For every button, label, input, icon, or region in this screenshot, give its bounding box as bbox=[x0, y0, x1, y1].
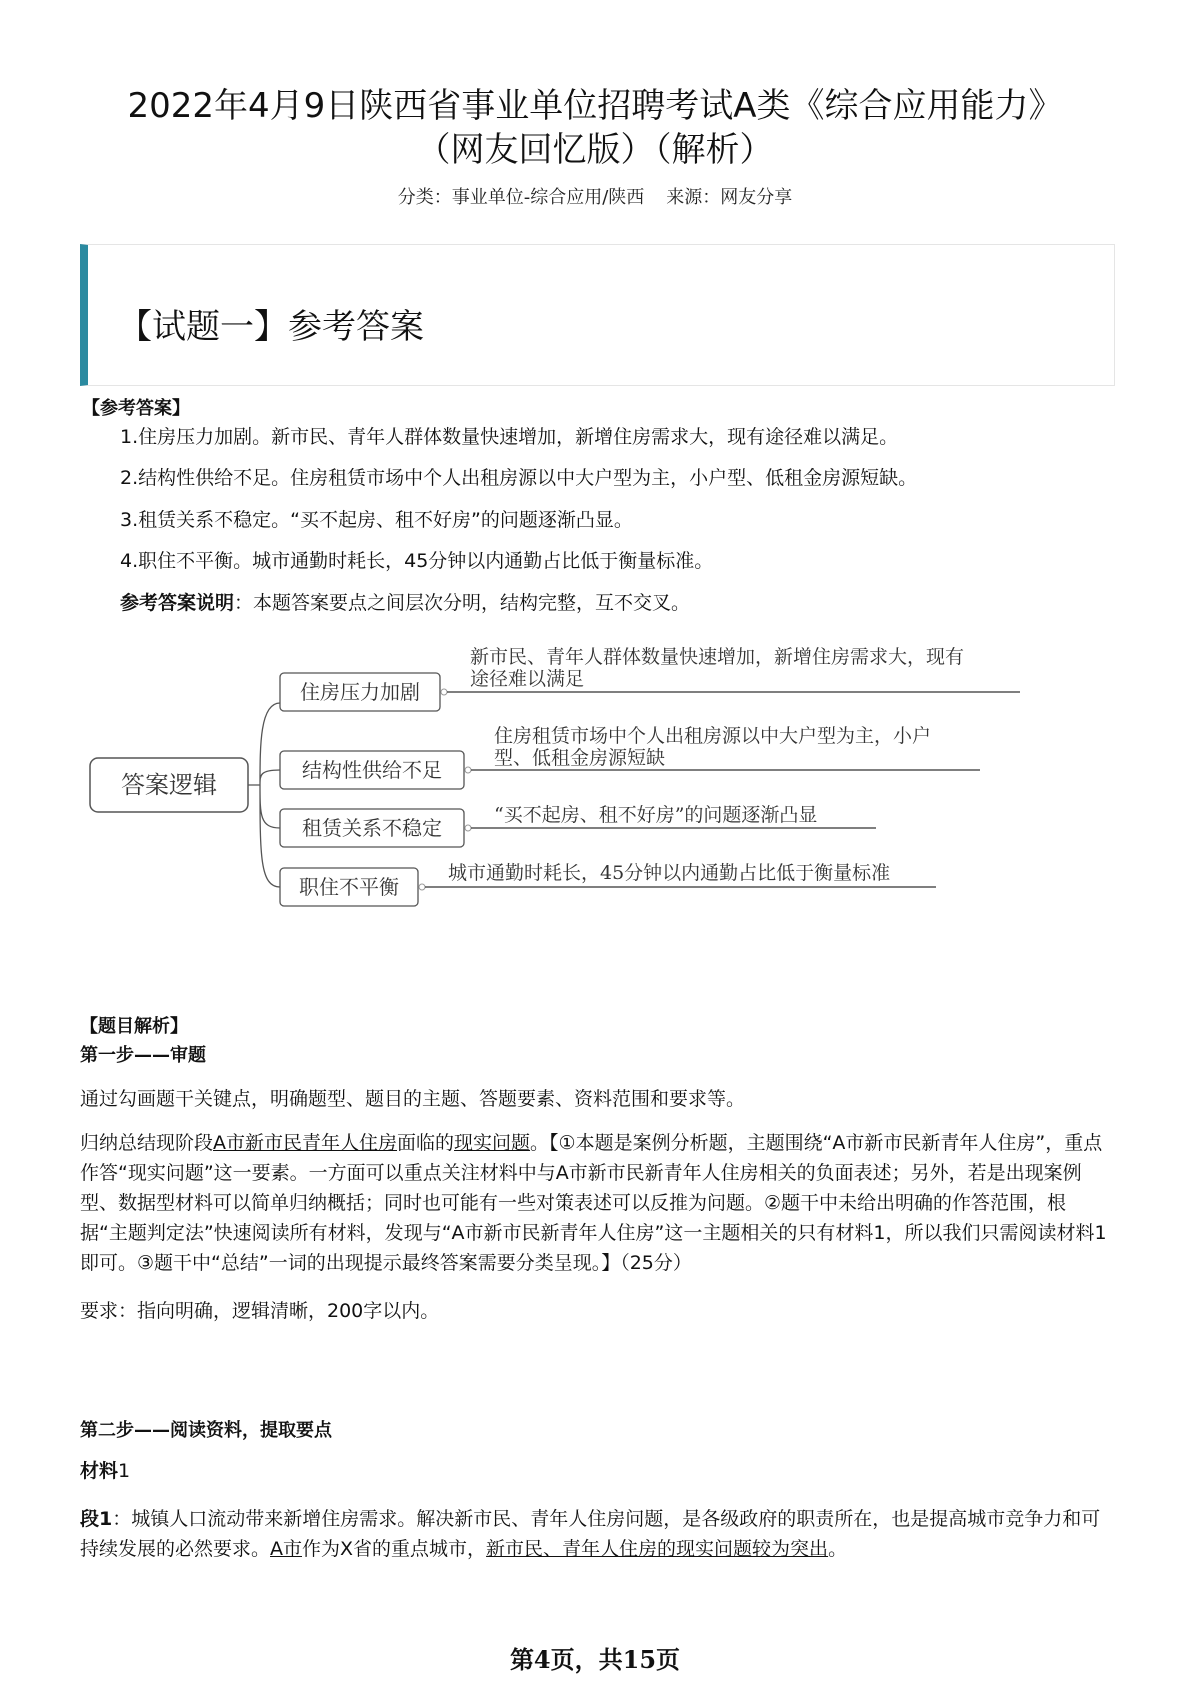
section-header-card bbox=[80, 244, 1115, 386]
mindmap-branch-label-2: 结构性供给不足 bbox=[302, 758, 442, 782]
material-label bbox=[80, 1456, 1110, 1486]
mindmap-node-dot bbox=[419, 884, 425, 890]
mindmap-root-label: 答案逻辑 bbox=[121, 771, 217, 799]
page-number: 第4页，共15页 bbox=[509, 1645, 681, 1674]
step1-paragraph-1: 通过勾画题干关键点，明确题型、题目的主题、答题要素、资料范围和要求等。 bbox=[80, 1088, 746, 1110]
category-link[interactable]: 分类：事业单位-综合应用/陕西 bbox=[397, 187, 645, 208]
material-paragraph-1 bbox=[80, 1504, 1110, 1564]
mindmap-node-dot bbox=[441, 689, 447, 695]
step1-p2-c: 面临的 bbox=[397, 1132, 455, 1154]
mindmap-node-dot bbox=[465, 767, 471, 773]
mindmap-leaf-1-line-2: 途径难以满足 bbox=[470, 668, 585, 690]
mindmap-leaf-2-line-1: 住房租赁市场中个人出租房源以中大户型为主，小户 bbox=[494, 725, 932, 747]
para-label: 段1 bbox=[80, 1508, 113, 1530]
document-meta bbox=[0, 183, 1190, 209]
mindmap-node-dot bbox=[465, 825, 471, 831]
requirement-text: 要求：指向明确，逻辑清晰，200字以内。 bbox=[80, 1300, 440, 1322]
answer-label: 【参考答案】 bbox=[82, 398, 190, 419]
mindmap-leaf-1-line-1: 新市民、青年人群体数量快速增加，新增住房需求大，现有 bbox=[470, 646, 965, 668]
mindmap-leaf-3-line-1: “买不起房、租不好房”的问题逐渐凸显 bbox=[494, 804, 818, 826]
mindmap-leaf-4-line-1: 城市通勤时耗长，45分钟以内通勤占比低于衡量标准 bbox=[448, 862, 891, 884]
document-title bbox=[60, 84, 1130, 172]
step1-title: 第一步——审题 bbox=[80, 1045, 206, 1066]
answer-note-label: 参考答案说明 bbox=[120, 592, 235, 614]
analysis-label: 【题目解析】 bbox=[80, 1016, 188, 1037]
source-text: 来源：网友分享 bbox=[666, 187, 793, 208]
material-label-text: 材料 bbox=[80, 1460, 119, 1482]
step1-p2-e: 。【①本题是案例分析题，主题围绕“A市新市民新青年人住房”，重点作答“现实问题”这一要素。一方面可以重点关注材料中与A市新市民新青年人住房相关的负面表述；另外，若是出现案例型、数据型材料可以简单归纳概括；同时也可能有一些对策表述可以反推为问题。②题干中未给出明确的作答范围，根据“主题判定法”快速阅读所有材料，发现与“A市新市民新青年人住房”这一主题相关的只有材料1，所以我们只需阅读材料1即可。③题干中“总结”一词的出现提示最终答案需要分类呈现。】（25分） bbox=[80, 1132, 1107, 1274]
title-line-2: （网友回忆版）（解析） bbox=[416, 130, 774, 170]
step1-paragraph-2 bbox=[80, 1128, 1110, 1278]
mindmap-leaf-2-line-2: 型、低租金房源短缺 bbox=[494, 747, 666, 769]
para-c: 作为X省的重点城市， bbox=[302, 1538, 487, 1560]
answer-note bbox=[120, 588, 1120, 615]
answer-item-1: 1.住房压力加剧。新市民、青年人群体数量快速增加，新增住房需求大，现有途径难以满足。 bbox=[120, 426, 899, 448]
mindmap-branch-label-4: 职住不平衡 bbox=[299, 875, 399, 899]
para-e: 。 bbox=[828, 1538, 848, 1560]
mindmap-branch-label-1: 住房压力加剧 bbox=[300, 680, 420, 704]
para-city: A市 bbox=[270, 1538, 303, 1560]
answer-note-text: ：本题答案要点之间层次分明，结构完整，互不交叉。 bbox=[234, 592, 691, 614]
step1-p2-element: 现实问题 bbox=[454, 1132, 531, 1154]
title-line-1: 2022年4月9日陕西省事业单位招聘考试A类《综合应用能力》 bbox=[127, 86, 1063, 126]
mindmap-connectors bbox=[248, 703, 280, 887]
para-problem: 新市民、青年人住房的现实问题较为突出 bbox=[486, 1538, 829, 1560]
section-heading: 【试题一】参考答案 bbox=[118, 307, 424, 347]
mindmap-branch-label-3: 租赁关系不稳定 bbox=[302, 816, 442, 840]
step2-title: 第二步——阅读资料，提取要点 bbox=[80, 1420, 332, 1441]
answer-item-4: 4.职住不平衡。城市通勤时耗长，45分钟以内通勤占比低于衡量标准。 bbox=[120, 550, 714, 572]
material-number: 1 bbox=[118, 1460, 131, 1482]
answer-item-2: 2.结构性供给不足。住房租赁市场中个人出租房源以中大户型为主，小户型、低租金房源短缺。 bbox=[120, 467, 918, 489]
step1-p2-a: 归纳总结现阶段 bbox=[80, 1132, 214, 1154]
answer-logic-mindmap bbox=[90, 646, 1050, 925]
para-a: ：城镇人口流动带来新增住房需求。解决新市民、青年人住房问题，是各级政府的职责所在，也是提高城市竞争力和可持续发展的必然要求。 bbox=[80, 1508, 1101, 1560]
answer-item-3: 3.租赁关系不稳定。“买不起房、租不好房”的问题逐渐凸显。 bbox=[120, 509, 633, 531]
step1-p2-topic: A市新市民青年人住房 bbox=[213, 1132, 398, 1154]
